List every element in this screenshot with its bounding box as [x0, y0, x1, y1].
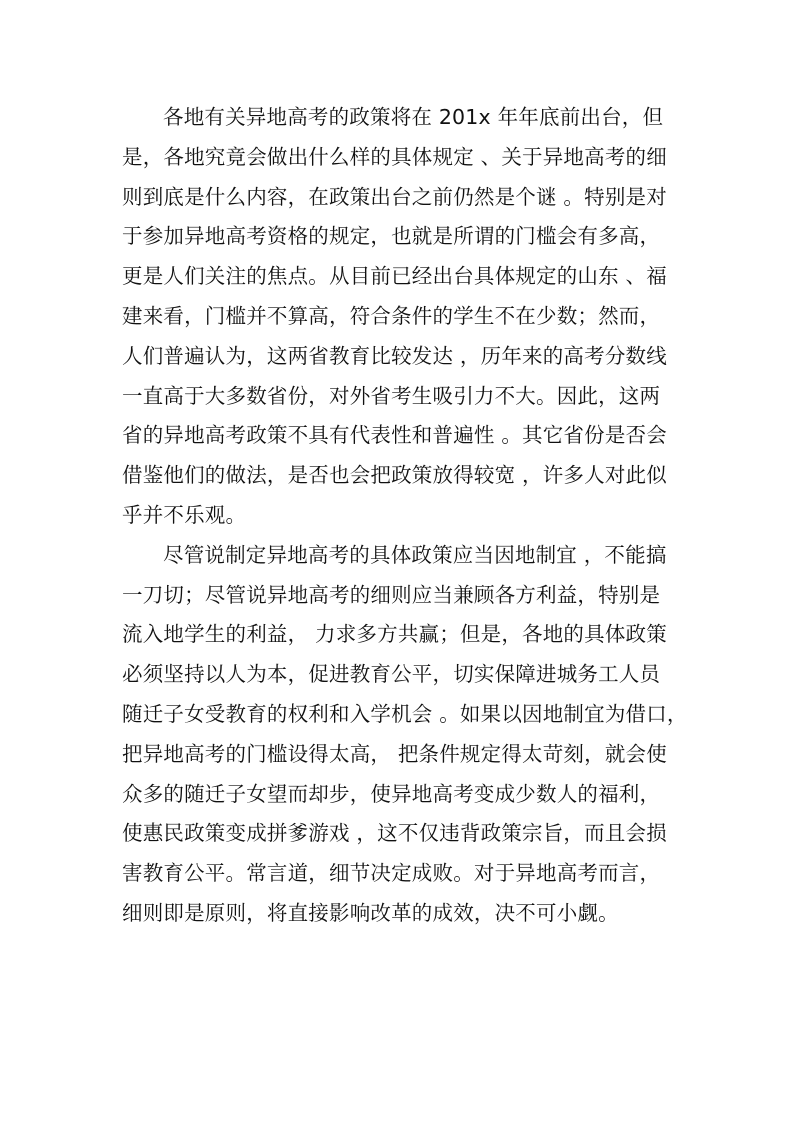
paragraph-1-line-8: 一直高于大多数省份，对外省考生吸引力不大。因此，这两 [122, 383, 661, 408]
paragraph-2-line-4: 必须坚持以人为本，促进教育公平，切实保障进城务工人员 [122, 662, 661, 687]
paragraph-1-line-10: 借鉴他们的做法，是否也会把政策放得较宽 ，许多人对此似 [122, 463, 667, 488]
paragraph-1-line-5: 更是人们关注的焦点。从目前已经出台具体规定的山东 、福 [122, 264, 667, 289]
paragraph-2-line-7: 众多的随迁子女望而却步，使异地高考变成少数人的福利， [122, 781, 661, 806]
document-body [122, 98, 702, 934]
paragraph-2-line-2: 一刀切；尽管说异地高考的细则应当兼顾各方利益，特别是 [122, 582, 661, 607]
paragraph-2-line-3: 流入地学生的利益， 力求多方共赢；但是，各地的具体政策 [122, 622, 667, 647]
paragraph-1-line-6: 建来看，门槛并不算高，符合条件的学生不在少数；然而， [122, 303, 661, 328]
paragraph-1-line-11: 乎并不乐观。 [122, 502, 247, 527]
paragraph-2-line-9: 害教育公平。常言道，细节决定成败。对于异地高考而言， [122, 861, 661, 886]
paragraph-1-line-7: 人们普遍认为，这两省教育比较发达 ，历年来的高考分数线 [122, 343, 667, 368]
paragraph-2-line-8: 使惠民政策变成拼爹游戏 ，这不仅违背政策宗旨，而且会损 [122, 821, 667, 846]
paragraph-1-line-2: 是，各地究竟会做出什么样的具体规定 、关于异地高考的细 [122, 144, 667, 169]
paragraph-1-line-4: 于参加异地高考资格的规定，也就是所谓的门槛会有多高， [122, 224, 661, 249]
paragraph-2-line-1: 尽管说制定异地高考的具体政策应当因地制宜 ，不能搞 [163, 542, 667, 567]
paragraph-2-line-5: 随迁子女受教育的权利和入学机会 。如果以因地制宜为借口， [122, 701, 688, 726]
paragraph-2-line-6: 把异地高考的门槛设得太高， 把条件规定得太苛刻，就会使 [122, 741, 667, 766]
paragraph-1-line-9: 省的异地高考政策不具有代表性和普遍性 。其它省份是否会 [122, 423, 667, 448]
paragraph-1-line-1: 各地有关异地高考的政策将在 201x 年年底前出台，但 [163, 105, 664, 129]
paragraph-2-line-10: 细则即是原则，将直接影响改革的成效，决不可小觑。 [122, 900, 619, 925]
paragraph-1-line-3: 则到底是什么内容，在政策出台之前仍然是个谜 。特别是对 [122, 184, 667, 209]
